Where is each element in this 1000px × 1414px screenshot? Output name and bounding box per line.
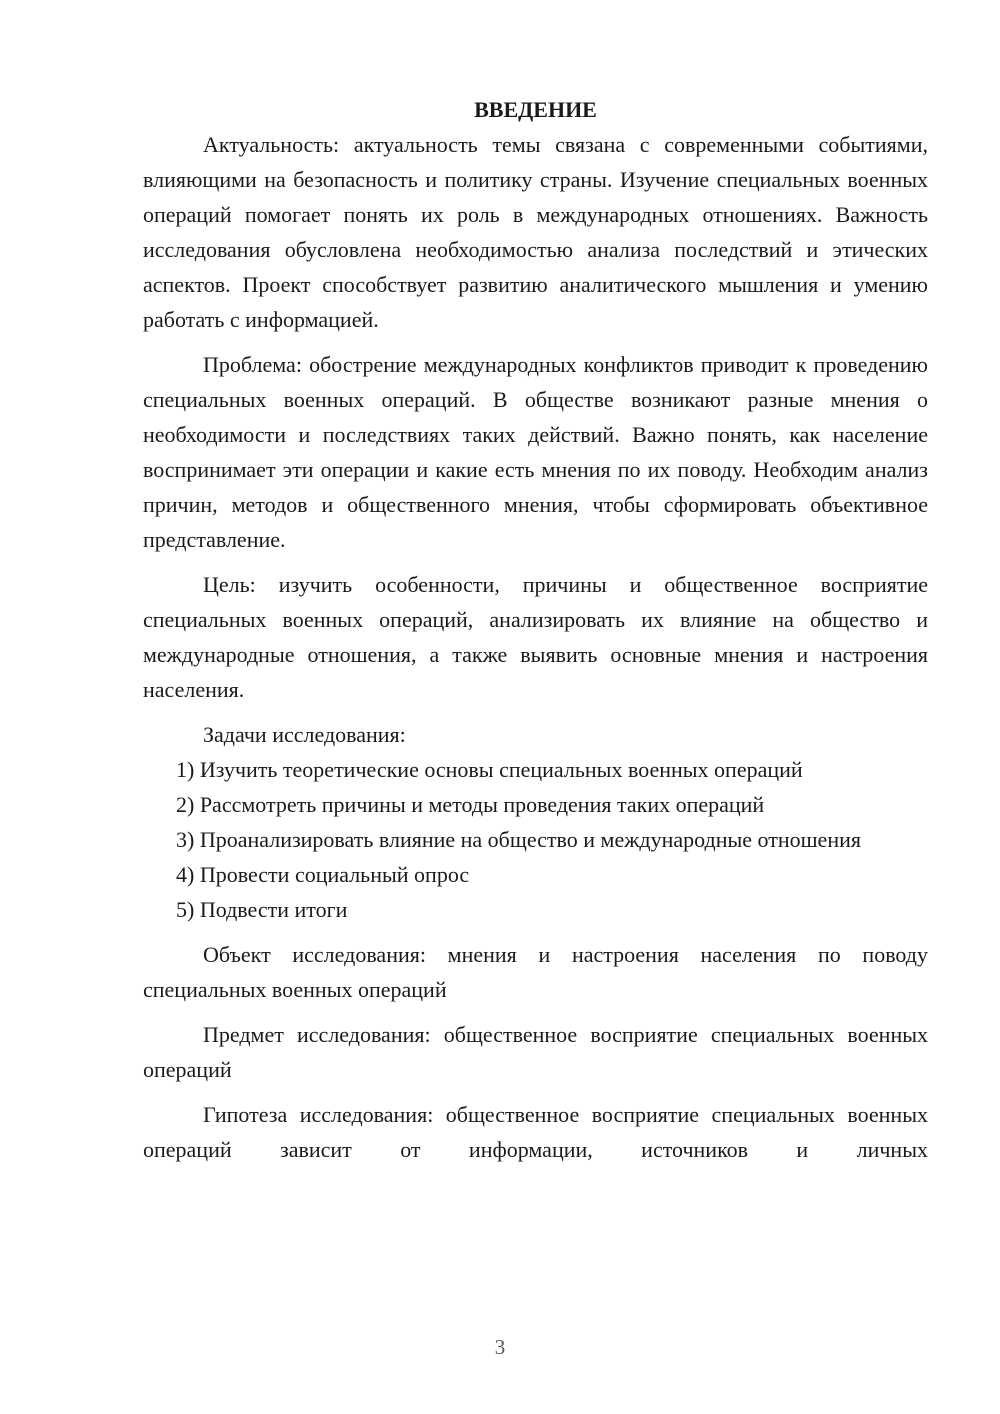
section-heading: ВВЕДЕНИЕ	[474, 97, 597, 122]
page-number: 3	[494, 1335, 506, 1359]
tasks-title: Задачи исследования:	[203, 722, 406, 747]
problem-paragraph: Проблема: обострение международных конфликтов приводит к проведению специальных военных операций. В обществе возникают разные мнения о необходимости и последствиях таких действий. Важно понять, как население воспринимает эти операции и какие есть мнения по их поводу. Необходим анализ причин, методов и общественного мнения, чтобы сформировать объективное представление.	[143, 352, 928, 552]
hypothesis-paragraph: Гипотеза исследования: общественное восприятие специальных военных операций зависит от информации, источников и личных	[143, 1102, 928, 1162]
list-item: 3) Проанализировать влияние на общество и международные отношения	[176, 827, 861, 852]
list-item: 2) Рассмотреть причины и методы проведения таких операций	[176, 792, 765, 817]
object-paragraph: Объект исследования: мнения и настроения населения по поводу специальных военных операций	[143, 942, 928, 1002]
goal-paragraph: Цель: изучить особенности, причины и общественное восприятие специальных военных операций, анализировать их влияние на общество и международные отношения, а также выявить основные мнения и настроения населения.	[143, 572, 928, 702]
list-item: 4) Провести социальный опрос	[176, 862, 470, 887]
tasks-list	[143, 752, 928, 927]
relevance-paragraph: Актуальность: актуальность темы связана с современными событиями, влияющими на безопасность и политику страны. Изучение специальных военных операций помогает понять их роль в международных отношениях. Важность исследования обусловлена необходимостью анализа последствий и этических аспектов. Проект способствует развитию аналитического мышления и умению работать с информацией.	[143, 132, 928, 332]
subject-paragraph: Предмет исследования: общественное восприятие специальных военных операций	[143, 1022, 928, 1082]
list-item: 1) Изучить теоретические основы специальных военных операций	[176, 757, 803, 782]
list-item: 5) Подвести итоги	[176, 897, 348, 922]
page-content	[143, 92, 928, 1167]
